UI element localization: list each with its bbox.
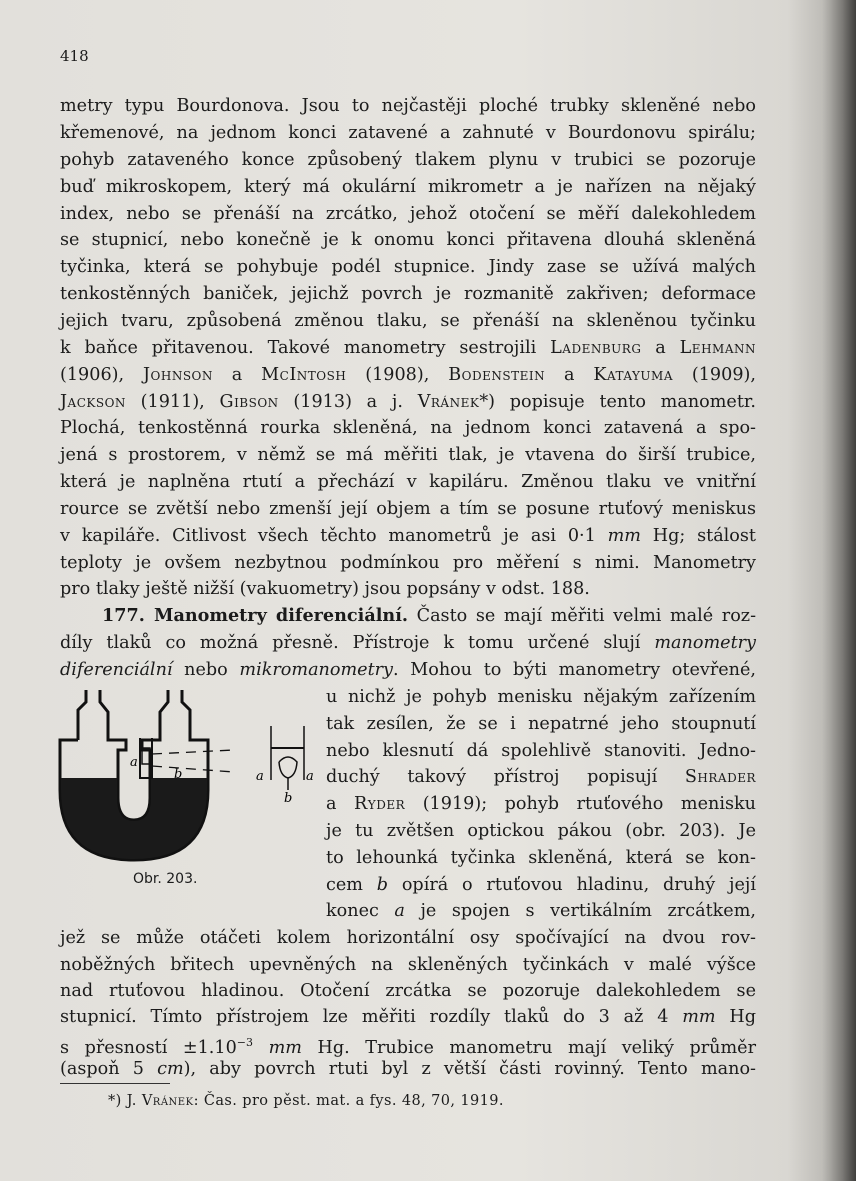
- text-line: diferenciální nebo mikromanometry. Mohou to býti manometry otevřené,: [60, 660, 756, 680]
- section-heading: 177. Manometry diferenciální.: [102, 605, 409, 626]
- author-name: Lehmann: [679, 338, 756, 358]
- text-line: nad rtuťovou hladinou. Otočení zrcátka se pozoruje dalekohledem se: [60, 981, 756, 1001]
- detail-label-a-left: a: [256, 769, 264, 784]
- label-b: b: [174, 767, 183, 782]
- author-name: Vránek: [141, 1093, 194, 1109]
- text-line: tenkostěnných baniček, jejichž povrch je rozmanitě zakřiven; deformace: [60, 284, 756, 304]
- text-line: pohyb zataveného konce způsobený tlakem plynu v trubici se pozoruje: [60, 150, 756, 170]
- text-line: nebo klesnutí dá spolehlivě stanoviti. Jedno-: [326, 741, 756, 761]
- author-name: Ladenburg: [550, 338, 642, 358]
- author-name: Vránek: [417, 392, 480, 412]
- text-line: tak zesílen, že se i nepatrné jeho stoupnutí: [326, 714, 756, 734]
- author-name: Gibson: [219, 392, 279, 412]
- author-name: Bodenstein: [448, 365, 546, 385]
- text-line: (1906), Johnson a McIntosh (1908), Bodenstein a Katayuma (1909),: [60, 365, 756, 385]
- figure-203: [48, 690, 328, 900]
- detail-bulb: [279, 757, 297, 778]
- text-line: cem b opírá o rtuťovou hladinu, druhý její: [326, 875, 756, 895]
- text-line: tyčinka, která se pohybuje podél stupnice. Jindy zase se užívá malých: [60, 257, 756, 277]
- footnote: *) J. Vránek: Čas. pro pěst. mat. a fys. 48, 70, 1919.: [108, 1093, 504, 1109]
- section-heading-line: 177. Manometry diferenciální. Často se mají měřiti velmi malé roz-: [102, 605, 757, 626]
- text-line: jež se může otáčeti kolem horizontální osy spočívající na dvou rov-: [60, 928, 756, 948]
- text-line: se stupnicí, nebo konečně je k onomu konci přitavena dlouhá skleněná: [60, 230, 756, 250]
- manometer-diagram: [48, 690, 328, 900]
- text-line: jená s prostorem, v němž se má měřiti tlak, je vtavena do širší trubice,: [60, 445, 756, 465]
- author-name: Ryder: [354, 794, 406, 814]
- text-line: Plochá, tenkostěnná rourka skleněná, na jednom konci zatavená a spo-: [60, 418, 756, 438]
- text-line: s přesností $\pm 1.10^{-3}$ mm Hg. Trubice manometru mají veliký průměr: [60, 1036, 756, 1058]
- detail-label-a-right: a: [306, 769, 314, 784]
- author-name: Katayuma: [593, 365, 673, 385]
- figure-caption: Obr. 203.: [133, 871, 198, 887]
- text-line: noběžných břitech upevněných na skleněných tyčinkách v malé výšce: [60, 955, 756, 975]
- text-line: jejich tvaru, způsobená změnou tlaku, se přenáší na skleněnou tyčinku: [60, 311, 756, 331]
- author-name: Jackson: [60, 392, 126, 412]
- text-line: rource se zvětší nebo zmenší její objem a tím se posune rtuťový meniskus: [60, 499, 756, 519]
- text-line: buď mikroskopem, který má okulární mikrometr a je nařízen na nějaký: [60, 177, 756, 197]
- text-line: a Ryder (1919); pohyb rtuťového menisku: [326, 794, 756, 814]
- text-line: k baňce přitavenou. Takové manometry sestrojili Ladenburg a Lehmann: [60, 338, 756, 358]
- author-name: Johnson: [142, 365, 213, 385]
- text-line: pro tlaky ještě nižší (vakuometry) jsou popsány v odst. 188.: [60, 579, 590, 599]
- text-line: to lehounká tyčinka skleněná, která se kon-: [326, 848, 756, 868]
- footnote-rule: [60, 1083, 170, 1084]
- author-name: Shrader: [684, 767, 756, 787]
- label-a: a: [130, 755, 138, 770]
- light-ray-upper: [152, 750, 234, 754]
- text-line: teploty je ovšem nezbytnou podmínkou pro měření s nimi. Manometry: [60, 553, 756, 573]
- author-name: McIntosh: [261, 365, 347, 385]
- detail-label-b: b: [284, 791, 293, 806]
- text-line: je tu zvětšen optickou pákou (obr. 203). Je: [326, 821, 756, 841]
- text-line: konec a je spojen s vertikálním zrcátkem,: [326, 901, 756, 921]
- text-line: v kapiláře. Citlivost všech těchto manometrů je asi 0·1 mm Hg; stálost: [60, 526, 756, 546]
- text-line: (aspoň 5 cm), aby povrch rtuti byl z větší části rovinný. Tento mano-: [60, 1059, 756, 1079]
- text-line: u nichž je pohyb menisku nějakým zařízením: [326, 687, 756, 707]
- page-gutter-shadow: [822, 0, 856, 1181]
- text-line: křemenové, na jednom konci zatavené a zahnuté v Bourdonovu spirálu;: [60, 123, 756, 143]
- text-line: stupnicí. Tímto přístrojem lze měřiti rozdíly tlaků do 3 až 4 mm Hg: [60, 1007, 756, 1027]
- text-line: Jackson (1911), Gibson (1913) a j. Vránek*) popisuje tento manometr.: [60, 392, 756, 412]
- text-line: duchý takový přístroj popisují Shrader: [326, 767, 756, 787]
- text-line: metry typu Bourdonova. Jsou to nejčastěji ploché trubky skleněné nebo: [60, 96, 756, 116]
- text-line: index, nebo se přenáší na zrcátko, jehož otočení se měří dalekohledem: [60, 204, 756, 224]
- text-line: která je naplněna rtutí a přechází v kapiláru. Změnou tlaku ve vnitřní: [60, 472, 756, 492]
- light-ray-lower: [152, 766, 234, 772]
- page-number: 418: [60, 47, 89, 65]
- text-line: díly tlaků co možná přesně. Přístroje k tomu určené slují manometry: [60, 633, 756, 653]
